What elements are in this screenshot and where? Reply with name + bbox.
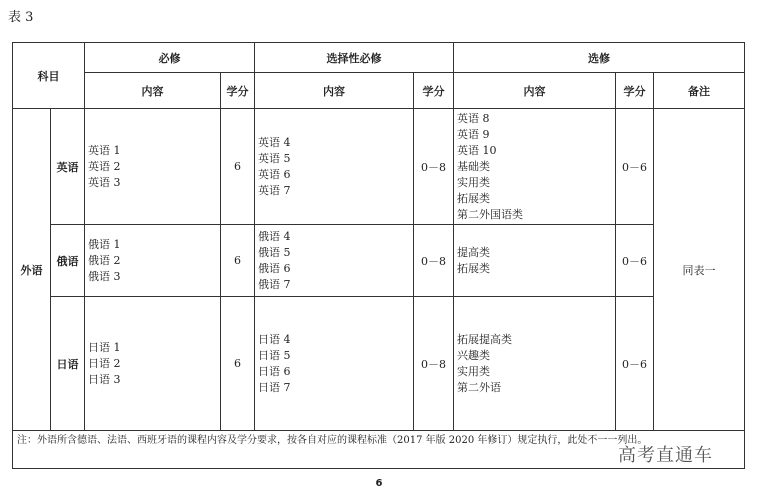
- list-item: 拓展类: [457, 191, 490, 205]
- table-row: [13, 225, 745, 297]
- required-credit-cell: 6: [221, 225, 255, 297]
- list-item: 实用类: [457, 175, 490, 189]
- list-item: 俄语 6: [258, 261, 291, 275]
- list-item: 英语 6: [258, 167, 291, 181]
- list-item: 俄语 7: [258, 277, 291, 291]
- selective-credit-cell: 0－8: [414, 225, 454, 297]
- list-item: 俄语 4: [258, 229, 291, 243]
- required-content-cell: [85, 109, 221, 225]
- list-item: 英语 8: [457, 111, 490, 125]
- list-item: 日语 6: [258, 364, 291, 378]
- list-item: 第二外语: [457, 380, 501, 394]
- header-elective-credit: 学分: [616, 73, 654, 109]
- list-item: 日语 3: [88, 372, 121, 386]
- list-item: 日语 1: [88, 340, 121, 354]
- header-elective: 选修: [454, 43, 745, 73]
- selective-credit-cell: 0－8: [414, 109, 454, 225]
- required-content-cell: [85, 225, 221, 297]
- list-item: 拓展类: [457, 261, 490, 275]
- header-elective-content: 内容: [454, 73, 616, 109]
- language-cell: 俄语: [51, 225, 85, 297]
- list-item: 英语 4: [258, 135, 291, 149]
- watermark: 高考直通车: [618, 445, 713, 466]
- list-item: 英语 7: [258, 183, 291, 197]
- elective-content-cell: [454, 297, 616, 431]
- list-item: 英语 1: [88, 143, 121, 157]
- list-item: 英语 3: [88, 175, 121, 189]
- table-row: [13, 297, 745, 431]
- table-row: [13, 109, 745, 225]
- required-content-cell: [85, 297, 221, 431]
- header-selective-content: 内容: [255, 73, 414, 109]
- elective-content-cell: [454, 225, 616, 297]
- list-item: 俄语 1: [88, 237, 121, 251]
- header-required: 必修: [85, 43, 255, 73]
- list-item: 英语 2: [88, 159, 121, 173]
- elective-content-cell: [454, 109, 616, 225]
- elective-credit-cell: 0－6: [616, 225, 654, 297]
- list-item: 基础类: [457, 159, 490, 173]
- elective-credit-cell: 0－6: [616, 297, 654, 431]
- header-selective-credit: 学分: [414, 73, 454, 109]
- header-subject: 科目: [13, 43, 85, 109]
- elective-credit-cell: 0－6: [616, 109, 654, 225]
- list-item: 日语 7: [258, 380, 291, 394]
- list-item: 俄语 3: [88, 269, 121, 283]
- list-item: 俄语 5: [258, 245, 291, 259]
- selective-credit-cell: 0－8: [414, 297, 454, 431]
- list-item: 日语 2: [88, 356, 121, 370]
- selective-content-cell: [255, 297, 414, 431]
- category-cell: 外语: [13, 109, 51, 431]
- list-item: 拓展提高类: [457, 332, 512, 346]
- header-remarks: 备注: [654, 73, 745, 109]
- page-number: 6: [375, 478, 383, 489]
- list-item: 第二外国语类: [457, 207, 523, 221]
- list-item: 兴趣类: [457, 348, 490, 362]
- table-note: 注：外语所含德语、法语、西班牙语的课程内容及学分要求，按各自对应的课程标准（2017 年版 2020 年修订）规定执行，此处不一一列出。: [13, 431, 745, 469]
- header-required-credit: 学分: [221, 73, 255, 109]
- curriculum-table: [12, 42, 745, 469]
- list-item: 英语 9: [457, 127, 490, 141]
- list-item: 俄语 2: [88, 253, 121, 267]
- required-credit-cell: 6: [221, 109, 255, 225]
- selective-content-cell: [255, 225, 414, 297]
- list-item: 日语 5: [258, 348, 291, 362]
- language-cell: 日语: [51, 297, 85, 431]
- selective-content-cell: [255, 109, 414, 225]
- header-required-content: 内容: [85, 73, 221, 109]
- required-credit-cell: 6: [221, 297, 255, 431]
- list-item: 英语 10: [457, 143, 497, 157]
- table-caption: 表 3: [8, 10, 34, 25]
- list-item: 英语 5: [258, 151, 291, 165]
- list-item: 提高类: [457, 245, 490, 259]
- list-item: 日语 4: [258, 332, 291, 346]
- list-item: 实用类: [457, 364, 490, 378]
- language-cell: 英语: [51, 109, 85, 225]
- remarks-cell: 同表一: [654, 109, 745, 431]
- header-selective-required: 选择性必修: [255, 43, 454, 73]
